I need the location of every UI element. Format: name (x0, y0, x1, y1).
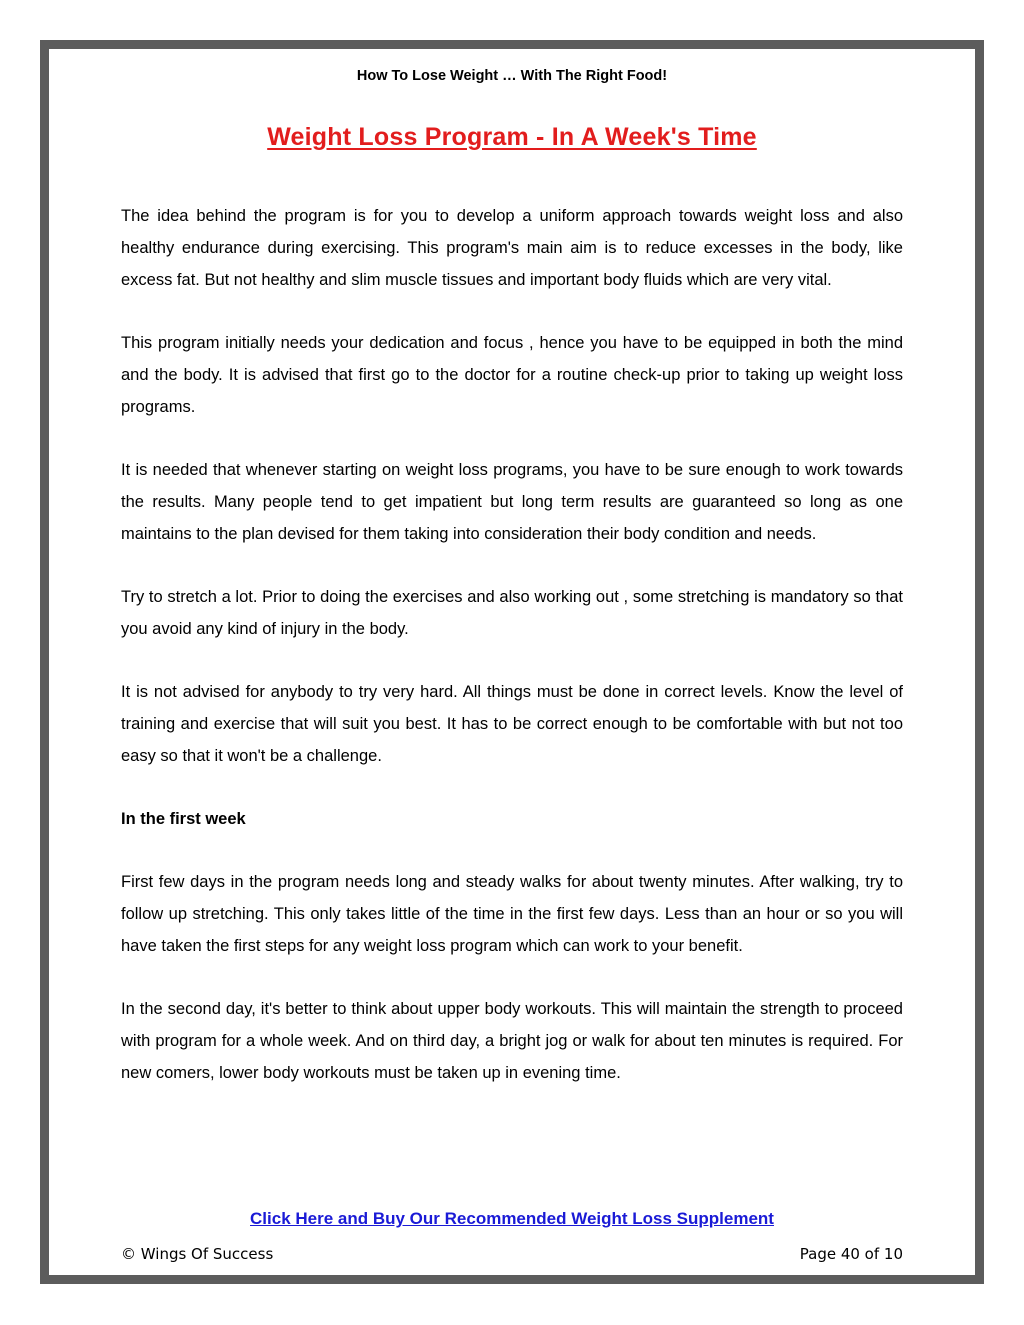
page-title: Weight Loss Program - In A Week's Time (267, 123, 757, 151)
footer-page-number: Page 40 of 10 (799, 1245, 903, 1263)
paragraph: In the second day, it's better to think about upper body workouts. This will maintain the strength to proceed with program for a whole week. And on third day, a bright jog or walk for about ten minutes is required. For new comers, lower body workouts must be taken up in evening time. (121, 1000, 903, 1082)
paragraph: First few days in the program needs long and steady walks for about twenty minutes. After walking, try to follow up stretching. This only takes little of the time in the first few days. Less than an hour or so you will have taken the first steps for any weight loss program which can work to your benefit. (121, 873, 903, 955)
paragraph: It is not advised for anybody to try very hard. All things must be done in correct levels. Know the level of training and exercise that will suit you best. It has to be correct enough to be comfortable with but not too easy so that it won't be a challenge. (121, 683, 903, 765)
body-content (121, 200, 903, 1089)
page-frame (40, 40, 984, 1284)
paragraph: This program initially needs your dedication and focus , hence you have to be equipped in both the mind and the body. It is advised that first go to the doctor for a routine check-up prior to taking up weight loss programs. (121, 334, 903, 416)
paragraph: The idea behind the program is for you to develop a uniform approach towards weight loss and also healthy endurance during exercising. This program's main aim is to reduce excesses in the body, like excess fat. But not healthy and slim muscle tissues and important body fluids which are very vital. (121, 207, 903, 289)
supplement-link[interactable]: Click Here and Buy Our Recommended Weight Loss Supplement (250, 1209, 774, 1228)
section-subheading: In the first week (121, 810, 246, 828)
paragraph: It is needed that whenever starting on weight loss programs, you have to be sure enough to work towards the results. Many people tend to get impatient but long term results are guaranteed so long as one maintains to the plan devised for them taking into consideration their body condition and needs. (121, 461, 903, 543)
footer-copyright: © Wings Of Success (121, 1245, 274, 1263)
running-header: How To Lose Weight … With The Right Food! (356, 68, 668, 84)
paragraph: Try to stretch a lot. Prior to doing the exercises and also working out , some stretching is mandatory so that you avoid any kind of injury in the body. (121, 588, 903, 638)
